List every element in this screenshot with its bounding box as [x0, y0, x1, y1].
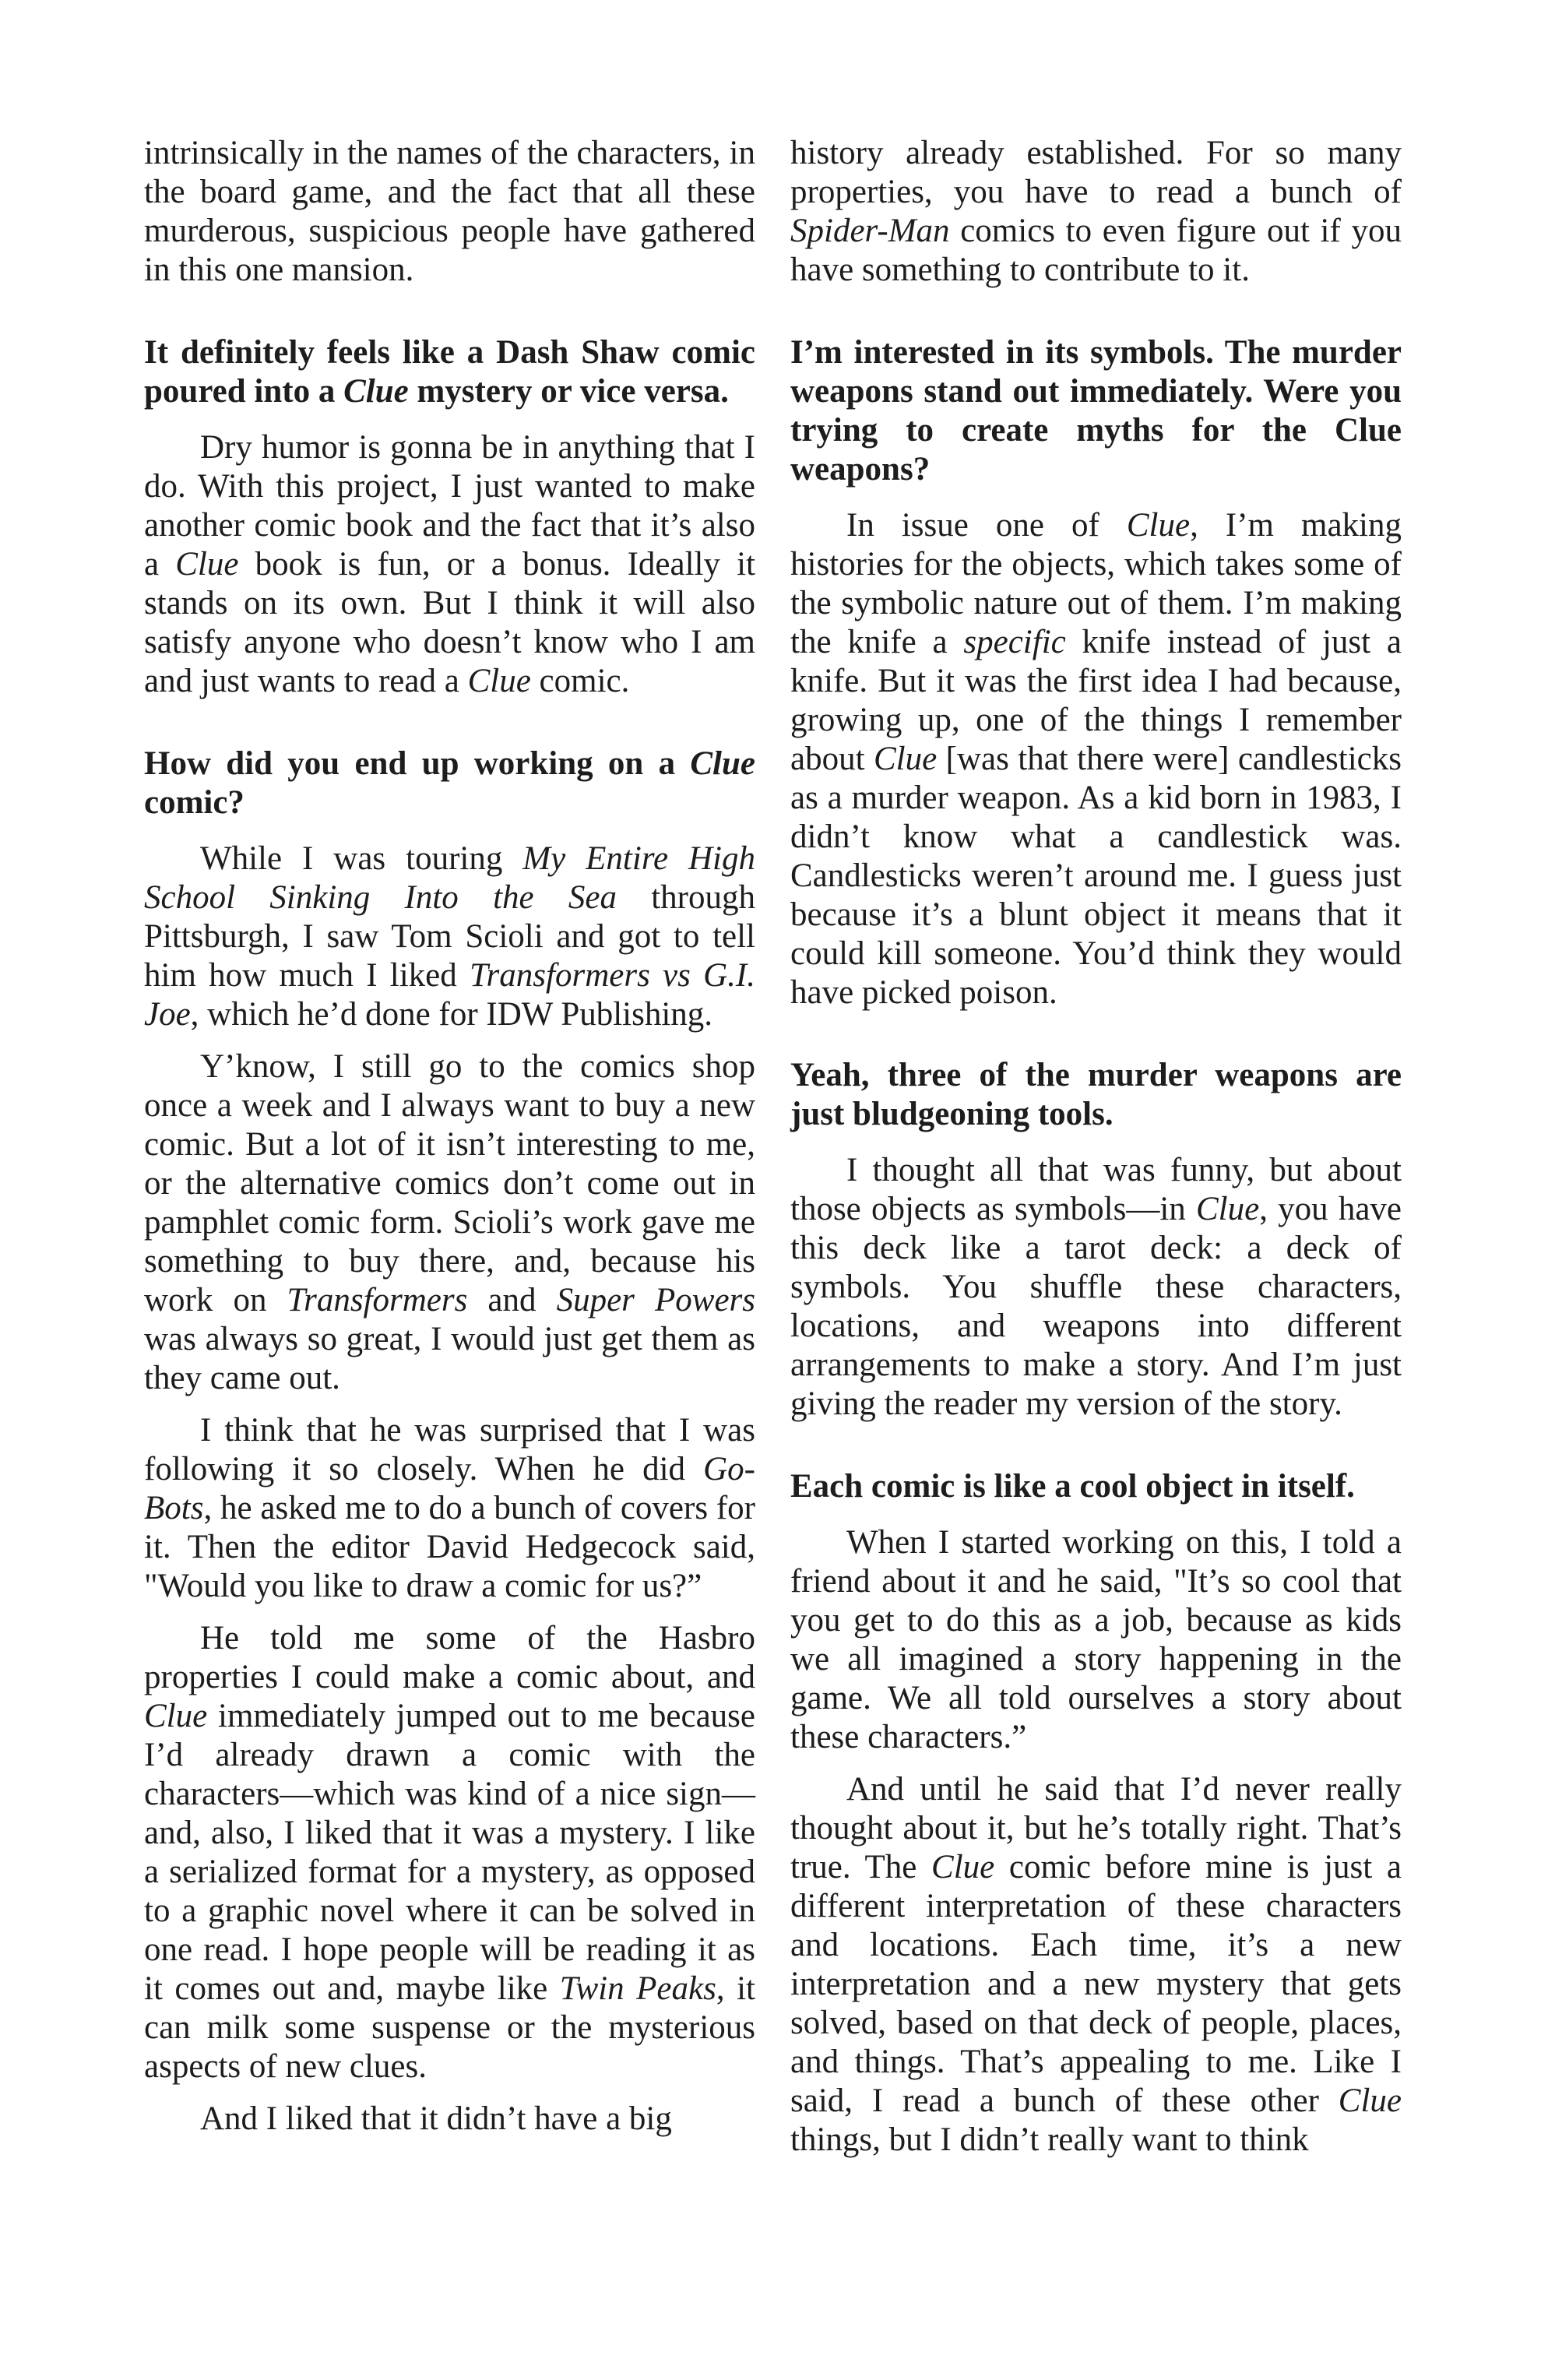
paragraph: I thought all that was funny, but about those objects as symbols—in Clue, you have this deck like a tarot deck: a deck of symbols. You shuffle these characters, locations, and weapons into different arrangements to make a story. And I’m just giving the reader my version of the story.	[790, 1152, 1402, 1422]
interview-question: Yeah, three of the murder weapons are just bludgeoning tools.	[790, 1057, 1402, 1132]
paragraph: Y’know, I still go to the comics shop once a week and I always want to buy a new comic. But a lot of it isn’t interesting to me, or the alternative comics don’t come out in pamphlet comic form. Scioli’s work gave me something to buy there, and, because his work on Transformers and Super Powers was always so great, I would just get them as they came out.	[144, 1048, 755, 1396]
paragraph: When I started working on this, I told a friend about it and he said, "It’s so cool that you get to do this as a job, because as kids we all imagined a story happening in the game. We all told ourselves a story about these characters.”	[790, 1524, 1402, 1755]
right-column	[790, 134, 1402, 2173]
paragraph: And until he said that I’d never really thought about it, but he’s totally right. That’s true. The Clue comic before mine is just a different interpretation of these characters and locations. Each time, it’s a new interpretation and a new mystery that gets solved, based on that deck of people, places, and things. That’s appealing to me. Like I said, I read a bunch of these other Clue things, but I didn’t really want to think	[790, 1771, 1402, 2158]
interview-question: How did you end up working on a Clue comic?	[144, 745, 755, 821]
left-column	[144, 134, 755, 2152]
paragraph: In issue one of Clue, I’m making histories for the objects, which takes some of the symbolic nature out of them. I’m making the knife a specific knife instead of just a knife. But it was the first idea I had because, growing up, one of the things I remember about Clue [was that there were] candlesticks as a murder weapon. As a kid born in 1983, I didn’t know what a candlestick was. Candlesticks weren’t around me. I guess just because it’s a blunt object it means that it could kill someone. You’d think they would have picked poison.	[790, 507, 1402, 1011]
paragraph: While I was touring My Entire High School Sinking Into the Sea through Pittsburgh, I saw Tom Scioli and got to tell him how much I liked Transformers vs G.I. Joe, which he’d done for IDW Publishing.	[144, 840, 755, 1033]
paragraph: I think that he was surprised that I was following it so closely. When he did Go-Bots, he asked me to do a bunch of covers for it. Then the editor David Hedgecock said, "Would you like to draw a comic for us?”	[144, 1412, 755, 1604]
interview-question: Each comic is like a cool object in itself.	[790, 1468, 1355, 1505]
paragraph: history already established. For so many properties, you have to read a bunch of Spider-Man comics to even figure out if you have something to contribute to it.	[790, 135, 1402, 288]
paragraph: He told me some of the Hasbro properties I could make a comic about, and Clue immediately jumped out to me because I’d already drawn a comic with the characters—which was kind of a nice sign—and, also, I liked that it was a mystery. I like a serialized format for a mystery, as opposed to a graphic novel where it can be solved in one read. I hope people will be reading it as it comes out and, maybe like Twin Peaks, it can milk some suspense or the mysterious aspects of new clues.	[144, 1620, 755, 2085]
paragraph: And I liked that it didn’t have a big	[200, 2100, 672, 2137]
interview-question: It definitely feels like a Dash Shaw comic poured into a Clue mystery or vice versa.	[144, 334, 755, 410]
paragraph: intrinsically in the names of the characters, in the board game, and the fact that all these murderous, suspicious people have gathered in this one mansion.	[144, 135, 755, 288]
paragraph: Dry humor is gonna be in anything that I do. With this project, I just wanted to make another comic book and the fact that it’s also a Clue book is fun, or a bonus. Ideally it stands on its own. But I think it will also satisfy anyone who doesn’t know who I am and just wants to read a Clue comic.	[144, 429, 755, 699]
interview-question: I’m interested in its symbols. The murder weapons stand out immediately. Were you trying to create myths for the Clue weapons?	[790, 334, 1402, 488]
